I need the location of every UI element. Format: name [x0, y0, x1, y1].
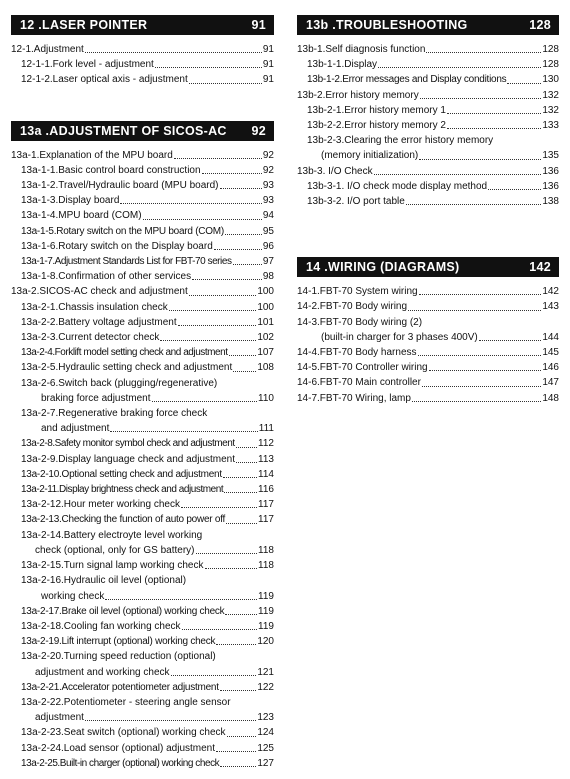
dot-leader	[182, 629, 258, 630]
toc-entry[interactable]	[11, 467, 274, 482]
dot-leader	[105, 599, 257, 600]
toc-entry-title: braking force adjustment	[41, 392, 151, 404]
toc-entry-page: 128	[542, 44, 559, 55]
toc-entry-page: 93	[262, 195, 274, 207]
toc-entry-title: 13b-3-1. I/O check mode display method	[307, 180, 488, 192]
toc-entry[interactable]	[11, 148, 274, 163]
toc-entry-title: 13a-2-22.Potentiometer - steering angle sensor	[21, 696, 231, 708]
dot-leader	[220, 188, 262, 189]
toc-section-14-wiring-diagrams	[297, 257, 559, 406]
dot-leader	[223, 477, 257, 478]
toc-entry-title: 13a-2-5.Hydraulic setting check and adjustment	[21, 362, 233, 374]
toc-entry[interactable]	[297, 284, 559, 299]
toc-entry-title: 13a-2-1.Chassis insulation check	[21, 301, 168, 313]
toc-entry-page: 92	[262, 164, 274, 176]
dot-leader	[426, 52, 541, 53]
toc-entry-title: 13b-3-2. I/O port table	[307, 196, 405, 208]
toc-entry-page: 133	[542, 120, 559, 132]
dot-leader	[236, 447, 257, 448]
toc-entry-title: 13a-1-4.MPU board (COM)	[21, 210, 142, 222]
toc-entry-title: 13a-2-11.Display brightness check and adjustment	[21, 484, 224, 496]
toc-entry-page: 93	[262, 180, 274, 192]
dot-leader	[419, 294, 542, 295]
toc-entry-page: 118	[258, 560, 274, 572]
dot-leader	[378, 67, 541, 68]
toc-entry-page: 138	[542, 196, 559, 208]
toc-entry-page: 117	[258, 499, 274, 511]
toc-entry-title: 13a-1-6.Rotary switch on the Display board	[21, 240, 213, 252]
dot-leader	[429, 370, 542, 371]
dot-leader	[192, 279, 262, 280]
dot-leader	[233, 371, 256, 372]
toc-entry-page: 136	[542, 180, 559, 192]
toc-entry-page: 132	[542, 89, 559, 101]
toc-entry[interactable]	[297, 42, 559, 57]
toc-entry-title: 13a-2-24.Load sensor (optional) adjustment	[21, 742, 216, 754]
dot-leader	[507, 83, 541, 84]
toc-entry-title: 13b-2-1.Error history memory 1	[307, 104, 446, 116]
toc-entry-title: 13b-3. I/O Check	[297, 165, 373, 177]
toc-entry[interactable]	[297, 375, 559, 390]
toc-entry[interactable]	[297, 345, 559, 360]
dot-leader	[419, 159, 541, 160]
toc-entry-title: 13a-2.SICOS-AC check and adjustment	[11, 286, 188, 298]
toc-entry-page: 123	[257, 712, 274, 724]
toc-entry-title: working check	[41, 590, 105, 602]
toc-entry-page: 95	[262, 225, 274, 237]
toc-entry-title: 13a-2-13.Checking the function of auto power off	[21, 514, 226, 526]
toc-entry-page: 91	[262, 59, 274, 71]
toc-entry-title: 13a-2-19.Lift interrupt (optional) working check	[21, 636, 216, 648]
right-column	[297, 15, 559, 406]
toc-entry[interactable]	[11, 178, 274, 193]
dot-leader	[174, 158, 262, 159]
toc-entry[interactable]	[297, 118, 559, 133]
dot-leader	[155, 67, 262, 68]
toc-entry-title: (built-in charger for 3 phases 400V)	[321, 331, 478, 343]
toc-entry-title: 13a-2-23.Seat switch (optional) working check	[21, 727, 226, 739]
toc-entry[interactable]	[297, 330, 559, 345]
section-title: 14 .WIRING (DIAGRAMS)	[306, 260, 460, 275]
toc-entry[interactable]	[11, 695, 274, 710]
toc-entry-title: 13b-1.Self diagnosis function	[297, 44, 426, 55]
toc-entry-title: 13a-2-3.Current detector check	[21, 332, 160, 344]
toc-entry-page: 108	[257, 362, 274, 374]
toc-entry[interactable]	[297, 360, 559, 375]
toc-entry-page: 92	[262, 149, 274, 161]
toc-entry-title: 14-1.FBT-70 System wiring	[297, 286, 418, 298]
toc-entry-title: 13a-1-8.Confirmation of other services	[21, 271, 192, 283]
dot-leader	[110, 431, 257, 432]
toc-entry[interactable]	[11, 208, 274, 223]
toc-entry-title: 13a-2-20.Turning speed reduction (optional)	[21, 651, 216, 663]
toc-entry-title: 13a-1-3.Display board	[21, 195, 120, 207]
toc-entry[interactable]	[11, 345, 274, 360]
dot-leader	[226, 523, 257, 524]
section-page-number: 92	[251, 123, 266, 138]
toc-entry-title: 13a-1-7.Adjustment Standards List for FBT-70 series	[21, 256, 232, 268]
toc-entry[interactable]	[11, 725, 274, 740]
toc-section-13a-adjustment-of-sicos-ac	[11, 121, 274, 771]
toc-entry[interactable]	[11, 300, 274, 315]
toc-entry[interactable]	[11, 665, 274, 680]
dot-leader	[189, 295, 257, 296]
toc-entry[interactable]	[11, 558, 274, 573]
toc-entry[interactable]	[11, 284, 274, 299]
toc-entry[interactable]	[11, 239, 274, 254]
toc-entry-page: 147	[542, 377, 559, 389]
toc-entry[interactable]	[297, 88, 559, 103]
toc-entry-page: 118	[258, 544, 274, 556]
toc-entry-title: 13a-2-6.Switch back (plugging/regenerative)	[21, 377, 218, 389]
toc-entry[interactable]	[11, 391, 274, 406]
left-column	[11, 15, 274, 771]
toc-entry[interactable]	[11, 224, 274, 239]
toc-entry[interactable]	[11, 649, 274, 664]
section-page-number: 142	[529, 260, 551, 275]
dot-leader	[225, 614, 257, 615]
toc-entry[interactable]	[11, 589, 274, 604]
toc-entry-page: 91	[262, 44, 274, 55]
dot-leader	[152, 401, 258, 402]
toc-entry[interactable]	[11, 756, 274, 771]
toc-entry-title: 13a-2-7.Regenerative braking force check	[21, 408, 208, 420]
toc-entry[interactable]	[11, 497, 274, 512]
toc-entry[interactable]	[11, 482, 274, 497]
toc-entry-page: 113	[258, 453, 274, 465]
toc-entry[interactable]	[297, 164, 559, 179]
toc-entry-title: 12-1-2.Laser optical axis - adjustment	[21, 74, 188, 86]
toc-entry-page: 111	[258, 423, 274, 435]
toc-entry-title: 14-7.FBT-70 Wiring, lamp	[297, 392, 411, 404]
dot-leader	[181, 507, 257, 508]
section-title: 12 .LASER POINTER	[20, 18, 148, 32]
dot-leader	[447, 113, 541, 114]
dot-leader	[171, 675, 257, 676]
toc-entry-page: 121	[257, 666, 274, 678]
toc-entry-page: 146	[542, 362, 559, 374]
toc-entry[interactable]	[11, 376, 274, 391]
toc-entry-page: 136	[542, 165, 559, 177]
dot-leader	[224, 492, 257, 493]
toc-entry-page: 119	[258, 590, 274, 602]
toc-entry-page: 114	[258, 468, 274, 480]
toc-entry-title: 13b-1-1.Display	[307, 59, 378, 71]
dot-leader	[202, 173, 262, 174]
toc-entry[interactable]	[11, 452, 274, 467]
dot-leader	[236, 462, 257, 463]
toc-entry[interactable]	[11, 710, 274, 725]
toc-entry-title: 14-4.FBT-70 Body harness	[297, 347, 417, 359]
dot-leader	[488, 189, 541, 190]
toc-entry-title: 13a-2-17.Brake oil level (optional) working check	[21, 605, 225, 617]
toc-entry-title: 13a-2-15.Turn signal lamp working check	[21, 560, 204, 572]
dot-leader	[196, 553, 258, 554]
dot-leader	[233, 264, 262, 265]
toc-entry[interactable]	[11, 330, 274, 345]
toc-entry-page: 119	[258, 605, 274, 617]
section-title: 13b .TROUBLESHOOTING	[306, 18, 468, 32]
toc-entry-title: 13a-2-25.Built-in charger (optional) working check	[21, 757, 220, 769]
toc-entry[interactable]	[297, 299, 559, 314]
toc-entry-title: 14-3.FBT-70 Body wiring (2)	[297, 316, 423, 328]
toc-entry-title: 13b-2-3.Clearing the error history memory	[307, 135, 494, 147]
toc-entry[interactable]	[297, 194, 559, 209]
dot-leader	[408, 310, 541, 311]
toc-entry-page: 110	[258, 392, 274, 404]
dot-leader	[143, 219, 262, 220]
toc-entry-page: 142	[542, 286, 559, 298]
toc-entry[interactable]	[11, 360, 274, 375]
dot-leader	[178, 325, 257, 326]
dot-leader	[216, 644, 256, 645]
toc-entry[interactable]	[11, 619, 274, 634]
toc-entry[interactable]	[11, 42, 274, 57]
toc-entry[interactable]	[11, 254, 274, 269]
toc-entry-title: 13a-2-21.Accelerator potentiometer adjustment	[21, 681, 219, 693]
toc-entry-title: 13a-2-10.Optional setting check and adjustment	[21, 468, 222, 480]
dot-leader	[120, 203, 261, 204]
section-header	[297, 257, 559, 277]
toc-entry-title: 12-1-1.Fork level - adjustment	[21, 59, 154, 71]
toc-entry-title: 13b-1-2.Error messages and Display conditions	[307, 74, 507, 86]
toc-entry-title: adjustment	[35, 712, 84, 724]
toc-entry-page: 116	[258, 484, 274, 496]
toc-entry-title: 13b-2-2.Error history memory 2	[307, 120, 446, 132]
toc-entry-title: 14-5.FBT-70 Controller wiring	[297, 362, 428, 374]
dot-leader	[160, 340, 256, 341]
toc-entry[interactable]	[11, 163, 274, 178]
toc-entry[interactable]	[297, 315, 559, 330]
dot-leader	[220, 690, 257, 691]
toc-entry-title: 13a-2-8.Safety monitor symbol check and adjustment	[21, 438, 235, 450]
toc-entry-page: 130	[542, 74, 559, 86]
toc-entry-page: 143	[542, 301, 559, 313]
toc-entry[interactable]	[11, 543, 274, 558]
toc-entry-title: (memory initialization)	[321, 150, 419, 162]
dot-leader	[479, 340, 542, 341]
toc-entry-page: 100	[257, 301, 274, 313]
toc-entry-title: 13a-2-9.Display language check and adjustment	[21, 453, 236, 465]
toc-entry-page: 117	[258, 514, 274, 526]
toc-entry-page: 124	[257, 727, 274, 739]
toc-entry[interactable]	[11, 57, 274, 72]
toc-section-12-laser-pointer	[11, 15, 274, 88]
toc-entry-page: 98	[262, 271, 274, 283]
toc-entry-page: 94	[262, 210, 274, 222]
dot-leader	[205, 568, 258, 569]
dot-leader	[406, 204, 541, 205]
toc-entry[interactable]	[11, 680, 274, 695]
toc-entry-page: 145	[542, 347, 559, 359]
toc-entry-page: 132	[542, 104, 559, 116]
toc-entry[interactable]	[297, 57, 559, 72]
toc-entry[interactable]	[11, 573, 274, 588]
dot-leader	[85, 52, 262, 53]
toc-entry-title: 13a-2-12.Hour meter working check	[21, 499, 180, 511]
dot-leader	[447, 128, 541, 129]
toc-entry-page: 122	[257, 681, 274, 693]
toc-entry-page: 128	[542, 59, 559, 71]
toc-entry-title: 13a-2-14.Battery electroyte level working	[21, 529, 203, 541]
dot-leader	[422, 386, 541, 387]
toc-entry-title: 13a-1-2.Travel/Hydraulic board (MPU board)	[21, 180, 219, 192]
toc-entry-page: 91	[262, 74, 274, 86]
dot-leader	[225, 234, 262, 235]
toc-entry-page: 102	[257, 332, 274, 344]
toc-entry[interactable]	[297, 103, 559, 118]
section-title: 13a .ADJUSTMENT OF SICOS-AC	[20, 123, 227, 138]
dot-leader	[189, 83, 262, 84]
dot-leader	[216, 751, 256, 752]
dot-leader	[214, 249, 262, 250]
dot-leader	[227, 736, 257, 737]
toc-entry-page: 148	[542, 392, 559, 404]
toc-entry-page: 119	[258, 620, 274, 632]
toc-entry-page: 135	[542, 150, 559, 162]
dot-leader	[85, 720, 256, 721]
section-header	[11, 15, 274, 35]
toc-entry-title: 13a-1-1.Basic control board construction	[21, 164, 201, 176]
toc-entry-title: check (optional, only for GS battery)	[35, 544, 195, 556]
toc-entry-title: 13a-2-18.Cooling fan working check	[21, 620, 181, 632]
toc-entry-page: 101	[257, 316, 274, 328]
toc-entry-page: 120	[257, 636, 274, 648]
toc-entry-title: 13a-1.Explanation of the MPU board	[11, 149, 173, 161]
toc-entry[interactable]	[11, 436, 274, 451]
toc-entry[interactable]	[297, 391, 559, 406]
toc-entry-title: 13a-1-5.Rotary switch on the MPU board (COM)	[21, 225, 224, 237]
dot-leader	[412, 401, 541, 402]
toc-entry[interactable]	[11, 512, 274, 527]
toc-entry-title: and adjustment	[41, 423, 110, 435]
toc-entry-page: 96	[262, 240, 274, 252]
dot-leader	[374, 174, 542, 175]
toc-entry-title: 12-1.Adjustment	[11, 44, 84, 55]
toc-entry[interactable]	[297, 179, 559, 194]
toc-entry[interactable]	[11, 193, 274, 208]
toc-entry-page: 107	[257, 347, 274, 359]
toc-entry[interactable]	[11, 634, 274, 649]
dot-leader	[229, 355, 257, 356]
toc-entry[interactable]	[11, 741, 274, 756]
dot-leader	[169, 310, 257, 311]
toc-entry-page: 112	[258, 438, 274, 450]
section-header	[11, 121, 274, 141]
toc-entry-title: adjustment and working check	[35, 666, 170, 678]
toc-entry-page: 100	[257, 286, 274, 298]
toc-entry-page: 97	[262, 256, 274, 268]
dot-leader	[220, 766, 256, 767]
toc-entry[interactable]	[11, 421, 274, 436]
toc-entry[interactable]	[297, 72, 559, 87]
dot-leader	[418, 355, 542, 356]
toc-entry[interactable]	[11, 315, 274, 330]
toc-entry-title: 13a-2-2.Battery voltage adjustment	[21, 316, 177, 328]
toc-entry-page: 127	[257, 757, 274, 769]
toc-entry-title: 13a-2-16.Hydraulic oil level (optional)	[21, 575, 187, 587]
toc-entry[interactable]	[297, 148, 559, 163]
toc-entry[interactable]	[297, 133, 559, 148]
toc-entry-title: 14-2.FBT-70 Body wiring	[297, 301, 408, 313]
section-page-number: 91	[251, 18, 266, 32]
toc-entry-title: 14-6.FBT-70 Main controller	[297, 377, 421, 389]
toc-entry[interactable]	[11, 528, 274, 543]
toc-entry-title: 13a-2-4.Forklift model setting check and adjustment	[21, 347, 228, 359]
toc-entry-page: 144	[542, 331, 559, 343]
section-page-number: 128	[529, 18, 551, 32]
toc-entry-title: 13b-2.Error history memory	[297, 89, 419, 101]
section-header	[297, 15, 559, 35]
toc-entry[interactable]	[11, 406, 274, 421]
dot-leader	[420, 98, 542, 99]
toc-entry-page: 125	[257, 742, 274, 754]
toc-entry[interactable]	[11, 269, 274, 284]
toc-entry[interactable]	[11, 604, 274, 619]
toc-section-13b-troubleshooting	[297, 15, 559, 209]
toc-entry[interactable]	[11, 72, 274, 87]
